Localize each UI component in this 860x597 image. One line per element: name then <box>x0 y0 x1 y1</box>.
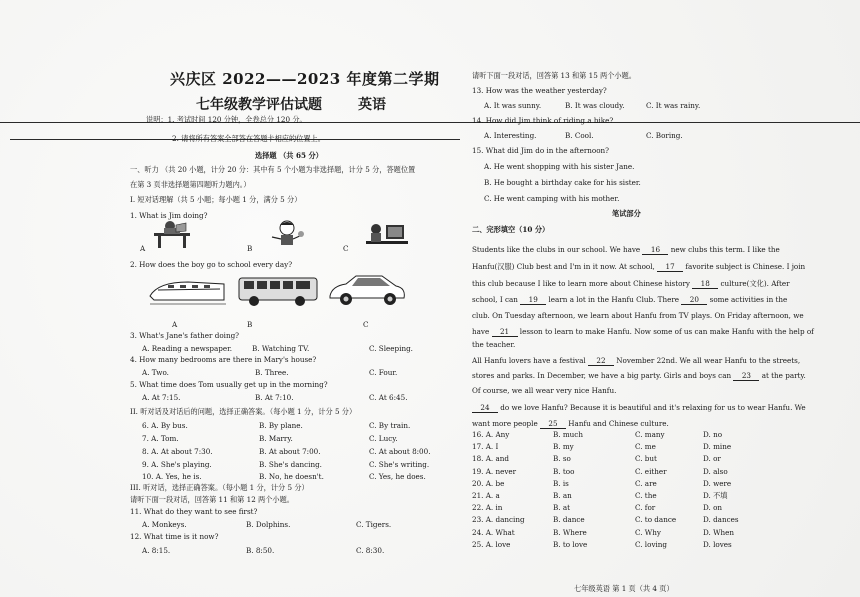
note-1: 说明：1. 考试时间 120 分钟，全卷总分 120 分。 <box>146 115 307 124</box>
question-1: 1. What is Jim doing? <box>130 211 208 220</box>
cloze-blank: 18 <box>692 279 718 289</box>
cloze-blank: 24 <box>472 403 498 413</box>
part3-intro: 请听下面一段对话，回答第 11 和第 12 两个小题。 <box>130 495 294 504</box>
cloze-text: culture(文化). After <box>718 279 790 288</box>
q5-option-a: A. At 7:15. <box>142 393 181 402</box>
part2-q9-c: C. She's writing. <box>369 460 430 469</box>
boy-computer-icon <box>362 219 410 251</box>
q2-label-b: B <box>247 320 253 329</box>
q15-option-b: B. He bought a birthday cake for his sister. <box>484 178 641 187</box>
q4-option-a: A. Two. <box>142 368 169 377</box>
boy-reading-icon <box>150 219 194 249</box>
q11-option-c: C. Tigers. <box>356 520 392 529</box>
cloze-blank: 23 <box>733 371 759 381</box>
cloze-option: D. loves <box>703 539 732 549</box>
question-14: 14. How did Jim think of riding a bike? <box>472 116 614 125</box>
cloze-option: 24. A. What <box>472 527 515 537</box>
q11-option-a: A. Monkeys. <box>142 520 187 529</box>
cloze-text: some activities in the <box>707 295 788 304</box>
cloze-line <box>472 295 787 305</box>
q5-option-b: B. At 7:10. <box>255 393 294 402</box>
part2-q7-c: C. Lucy. <box>369 434 398 443</box>
cloze-line <box>472 245 780 255</box>
q3-option-c: C. Sleeping. <box>369 344 413 353</box>
right-intro: 请听下面一段对话，回答第 13 和第 15 两个小题。 <box>472 71 636 80</box>
part2-q8-c: C. At about 8:00. <box>369 447 431 456</box>
q14-option-a: A. Interesting. <box>484 131 537 140</box>
cloze-option: C. me <box>635 442 656 452</box>
cloze-option: C. either <box>635 466 667 476</box>
cloze-option: B. at <box>553 503 571 513</box>
cloze-text: this club because I like to learn more about Chinese history <box>472 279 693 288</box>
bus-icon <box>236 274 322 308</box>
part2-heading: II. 听对话及对话后的问题，选择正确答案。（每小题 1 分，计分 5 分） <box>130 407 357 416</box>
q4-option-c: C. Four. <box>369 368 398 377</box>
cloze-blank: 25 <box>540 419 566 429</box>
question-2: 2. How does the boy go to school every day? <box>130 260 293 269</box>
cloze-text: club. On Tuesday afternoon, we learn about Hanfu from TV plays. On Friday afternoon, we <box>472 311 804 320</box>
cloze-text: school, I can <box>472 295 521 304</box>
part2-q10-b: B. No, he doesn't. <box>259 472 324 481</box>
q12-option-b: B. 8:50. <box>246 546 275 555</box>
cloze-option: D. on <box>703 503 723 513</box>
cloze-blank: 20 <box>681 295 707 305</box>
cloze-option: C. the <box>635 491 657 500</box>
part2-q9-a: 9. A. She's playing. <box>142 460 212 469</box>
cloze-option: D. or <box>703 454 721 464</box>
cloze-text: learn a lot in the Hanfu Club. There <box>546 295 682 304</box>
q15-option-c: C. He went camping with his mother. <box>484 194 620 203</box>
cloze-blank: 16 <box>642 245 668 255</box>
cloze-option: C. loving <box>635 539 668 549</box>
cloze-option: C. to dance <box>635 515 677 525</box>
question-15: 15. What did Jim do in the afternoon? <box>472 146 610 155</box>
q15-option-a: A. He went shopping with his sister Jane. <box>484 162 635 171</box>
cloze-option: 19. A. never <box>472 466 517 476</box>
cloze-text: have <box>472 327 492 336</box>
cloze-option: 20. A. be <box>472 478 505 488</box>
cloze-option: B. is <box>553 478 569 488</box>
part2-q8-a: 8. A. At about 7:30. <box>142 447 213 456</box>
cloze-option: C. are <box>635 478 657 488</box>
q2-label-c: C <box>363 320 369 329</box>
cloze-option: 21. A. a <box>472 491 500 500</box>
cloze-option: D. 不填 <box>703 491 728 500</box>
cloze-option: 18. A. and <box>472 454 509 464</box>
cloze-option: 22. A. in <box>472 503 503 513</box>
q2-label-a: A <box>172 320 178 329</box>
boy-playing-icon <box>268 219 306 249</box>
exam-subtitle: 七年级教学评估试题 <box>196 97 322 113</box>
cloze-text: Students like the clubs in our school. We have <box>472 245 643 254</box>
cloze-blank: 21 <box>492 327 518 337</box>
q11-option-b: B. Dolphins. <box>246 520 291 529</box>
cloze-line <box>472 371 806 381</box>
cloze-text: lesson to learn to make Hanfu. Now some of us can make Hanfu with the help of <box>517 327 814 336</box>
cloze-line <box>472 311 804 320</box>
section-select-heading: 选择题 （共 65 分） <box>255 151 323 160</box>
cloze-option: D. no <box>703 430 723 439</box>
q13-option-c: C. It was rainy. <box>646 101 701 110</box>
train-icon <box>148 274 228 308</box>
cloze-option: C. for <box>635 503 656 513</box>
cloze-option: D. dances <box>703 515 739 525</box>
cloze-option: B. much <box>553 430 583 439</box>
cloze-option: 25. A. love <box>472 539 511 549</box>
cloze-text: do we love Hanfu? Because it is beautiful and it's relaxing for us to wear Hanfu. We <box>498 403 806 412</box>
part2-q7-a: 7. A. Tom. <box>142 434 179 443</box>
part1-heading: I. 短对话理解（共 5 小题；每小题 1 分，满分 5 分） <box>130 195 302 204</box>
cloze-option: C. but <box>635 454 657 464</box>
q4-option-b: B. Three. <box>255 368 289 377</box>
cloze-option: D. also <box>703 466 728 476</box>
cloze-option: D. were <box>703 478 732 488</box>
part2-q7-b: B. Marry. <box>259 434 293 443</box>
q1-label-a: A <box>140 244 146 253</box>
note-2: 2. 请将所有答案全部答在答题卡相应的位置上。 <box>172 134 325 143</box>
cloze-text: the teacher. <box>472 340 516 349</box>
cloze-option: C. many <box>635 430 665 439</box>
cloze-line <box>472 279 790 289</box>
cloze-option: B. to love <box>553 539 588 549</box>
written-section-heading: 笔试部分 <box>612 209 641 218</box>
cloze-text: favorite subject is Chinese. I join <box>683 262 806 271</box>
cloze-option: B. too <box>553 466 575 476</box>
cloze-option: C. Why <box>635 527 661 537</box>
q1-label-c: C <box>343 244 349 253</box>
cloze-text: at the party. <box>759 371 806 380</box>
cloze-text: Hanfu(汉服) Club best and I'm in it now. At school, <box>472 262 658 271</box>
part2-q10-a: 10. A. Yes, he is. <box>142 472 202 481</box>
cloze-blank: 17 <box>657 262 683 272</box>
cloze-option: D. mine <box>703 442 732 452</box>
exam-title: 兴庆区 2022——2023 年度第二学期 <box>170 70 440 88</box>
cloze-option: B. so <box>553 454 571 464</box>
cloze-option: 17. A. I <box>472 442 499 452</box>
question-12: 12. What time is it now? <box>130 532 219 541</box>
q14-option-b: B. Cool. <box>565 131 594 140</box>
cloze-line <box>472 262 805 272</box>
cloze-blank: 22 <box>588 356 614 366</box>
divider-line <box>0 122 860 123</box>
question-13: 13. How was the weather yesterday? <box>472 86 607 95</box>
question-5: 5. What time does Tom usually get up in the morning? <box>130 380 328 389</box>
cloze-text: November 22nd. We all wear Hanfu to the streets, <box>613 356 801 365</box>
question-4: 4. How many bedrooms are there in Mary's house? <box>130 355 317 364</box>
cloze-option: B. Where <box>553 527 587 537</box>
q5-option-c: C. At 6:45. <box>369 393 408 402</box>
part2-q10-c: C. Yes, he does. <box>369 472 426 481</box>
question-3: 3. What's Jane's father doing? <box>130 331 240 340</box>
cloze-text: Hanfu and Chinese culture. <box>565 419 669 428</box>
cloze-text: Of course, we all wear very nice Hanfu. <box>472 386 617 395</box>
part2-q6-a: 6. A. By bus. <box>142 421 188 430</box>
cloze-line <box>472 356 800 366</box>
listening-intro-2: 在第 3 页非选择题第四题听力题内。） <box>130 180 251 189</box>
cloze-option: B. an <box>553 491 572 500</box>
listening-intro: 一、听力 （共 20 小题，计分 20 分：其中有 5 个小题为非选择题，计分 5 分，答题位置 <box>130 165 416 174</box>
q13-option-b: B. It was cloudy. <box>565 101 625 110</box>
cloze-line <box>472 327 814 337</box>
part2-q6-b: B. By plane. <box>259 421 303 430</box>
q3-option-a: A. Reading a newspaper. <box>142 344 233 353</box>
q12-option-c: C. 8:30. <box>356 546 385 555</box>
part3-heading: III. 听对话，选择正确答案。（每小题 1 分，计分 5 分） <box>130 483 309 492</box>
car-icon <box>326 272 408 308</box>
part2-q8-b: B. At about 7:00. <box>259 447 321 456</box>
exam-subject: 英语 <box>358 97 386 113</box>
cloze-line <box>472 419 669 429</box>
part2-q9-b: B. She's dancing. <box>259 460 322 469</box>
cloze-text: new clubs this term. I like the <box>668 245 780 254</box>
cloze-text: want more people <box>472 419 540 428</box>
cloze-line <box>472 403 806 413</box>
cloze-line <box>472 340 515 349</box>
page-footer: 七年级英语 第 1 页（共 4 页） <box>574 584 674 593</box>
q14-option-c: C. Boring. <box>646 131 683 140</box>
q13-option-a: A. It was sunny. <box>484 101 542 110</box>
cloze-line <box>472 386 616 395</box>
part2-q6-c: C. By train. <box>369 421 411 430</box>
cloze-heading: 二、完形填空（10 分） <box>472 225 550 234</box>
cloze-blank: 19 <box>520 295 546 305</box>
cloze-option: D. When <box>703 527 734 537</box>
cloze-option: 16. A. Any <box>472 430 510 439</box>
cloze-option: B. dance <box>553 515 585 525</box>
cloze-option: 23. A. dancing <box>472 515 525 525</box>
cloze-option: B. my <box>553 442 574 452</box>
q1-label-b: B <box>247 244 253 253</box>
question-11: 11. What do they want to see first? <box>130 507 258 516</box>
cloze-text: All Hanfu lovers have a festival <box>472 356 588 365</box>
q12-option-a: A. 8:15. <box>142 546 171 555</box>
cloze-text: stores and parks. In December, we have a big party. Girls and boys can <box>472 371 734 380</box>
q3-option-b: B. Watching TV. <box>252 344 310 353</box>
